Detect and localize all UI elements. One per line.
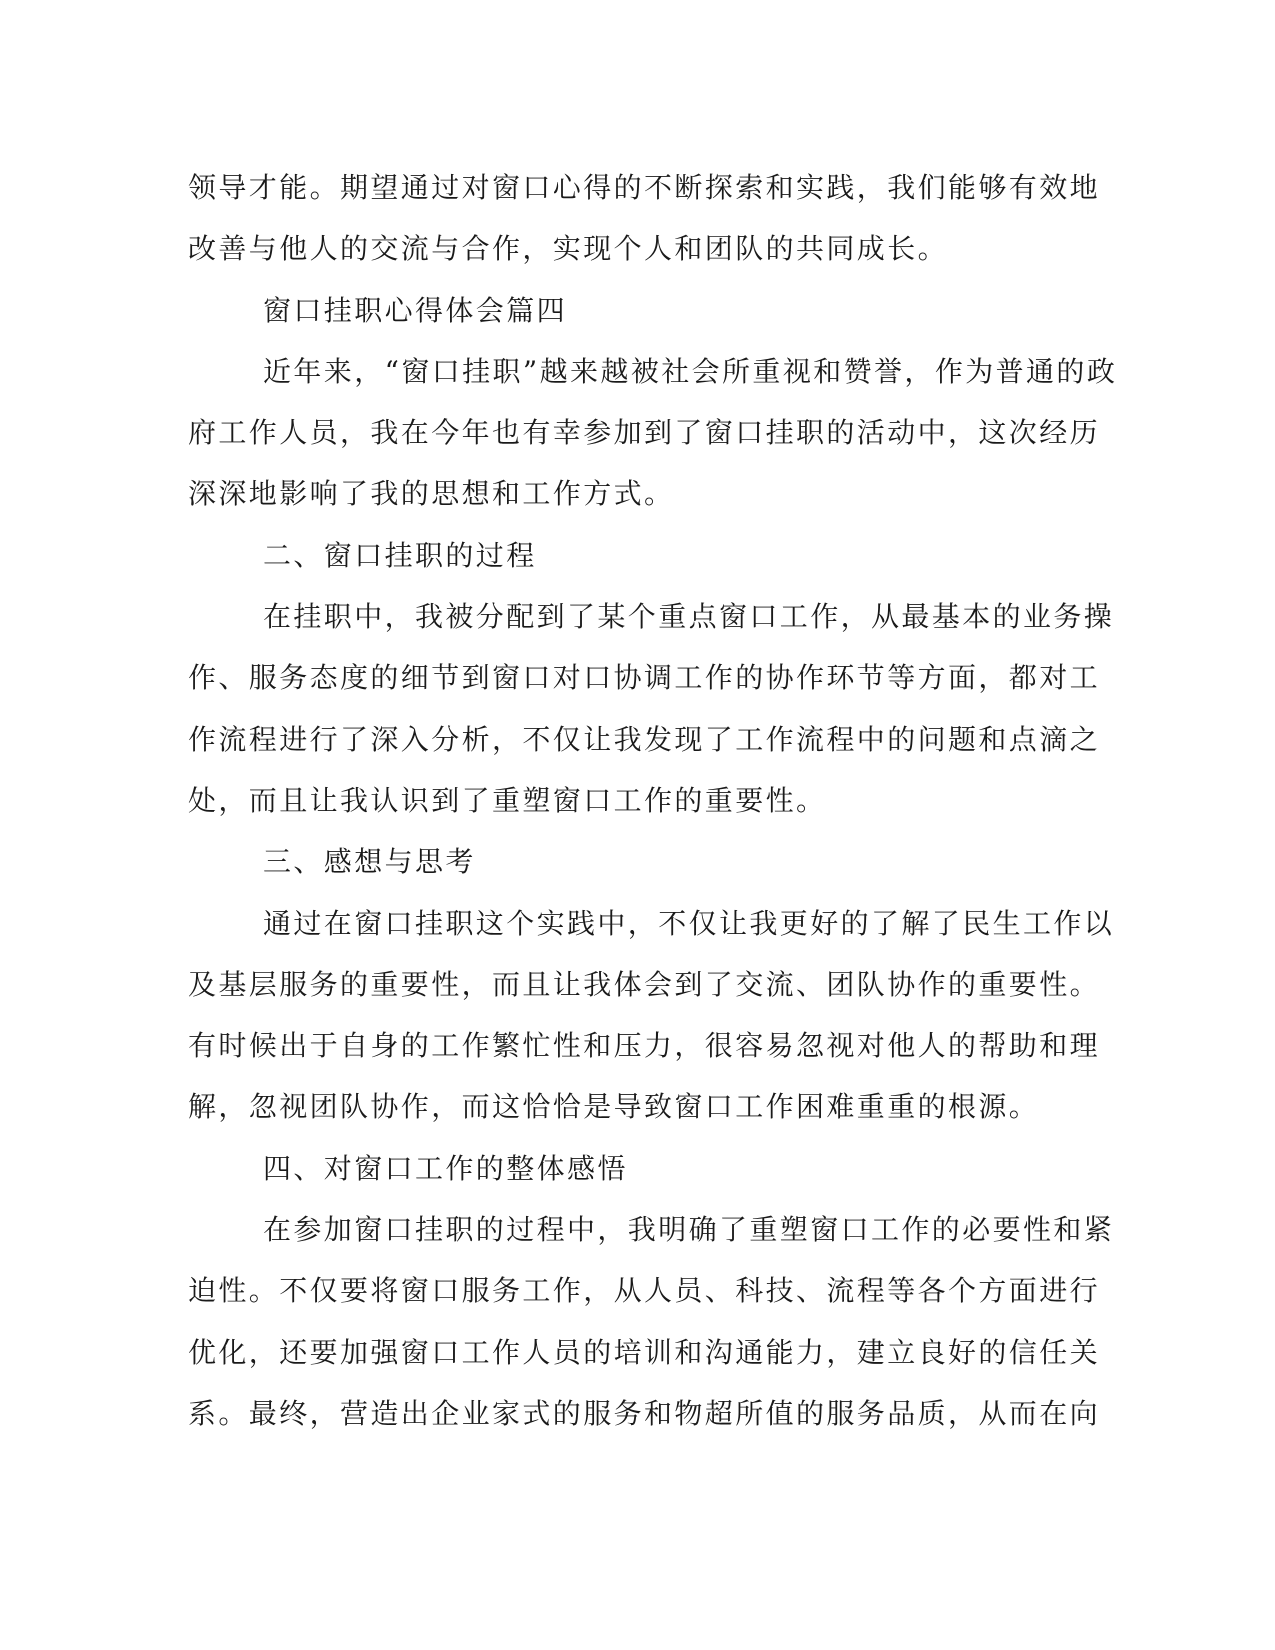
text-line: 在参加窗口挂职的过程中，我明确了重塑窗口工作的必要性和紧 bbox=[263, 1213, 1115, 1247]
text-line: 近年来，“窗口挂职”越来越被社会所重视和赞誉，作为普通的政 bbox=[263, 354, 1118, 388]
text-line: 有时候出于自身的工作繁忙性和压力，很容易忽视对他人的帮助和理 bbox=[188, 1029, 1101, 1063]
section-heading: 二、窗口挂职的过程 bbox=[263, 538, 537, 572]
text-line: 作流程进行了深入分析，不仅让我发现了工作流程中的问题和点滴之 bbox=[188, 722, 1101, 756]
text-line: 迫性。不仅要将窗口服务工作，从人员、科技、流程等各个方面进行 bbox=[188, 1274, 1101, 1308]
text-line: 解，忽视团队协作，而这恰恰是导致窗口工作困难重重的根源。 bbox=[188, 1090, 1040, 1124]
text-line: 优化，还要加强窗口工作人员的培训和沟通能力，建立良好的信任关 bbox=[188, 1335, 1101, 1369]
text-line: 系。最终，营造出企业家式的服务和物超所值的服务品质，从而在向 bbox=[188, 1396, 1101, 1430]
section-title: 窗口挂职心得体会篇四 bbox=[263, 293, 568, 327]
text-line: 领导才能。期望通过对窗口心得的不断探索和实践，我们能够有效地 bbox=[188, 171, 1101, 204]
text-line: 在挂职中，我被分配到了某个重点窗口工作，从最基本的业务操 bbox=[263, 600, 1115, 634]
document-body bbox=[188, 157, 1118, 1444]
text-line: 处，而且让我认识到了重塑窗口工作的重要性。 bbox=[188, 783, 827, 817]
text-line: 通过在窗口挂职这个实践中，不仅让我更好的了解了民生工作以 bbox=[263, 906, 1115, 940]
text-line: 及基层服务的重要性，而且让我体会到了交流、团队协作的重要性。 bbox=[188, 967, 1101, 1001]
section-heading: 三、感想与思考 bbox=[263, 845, 476, 879]
text-line: 作、服务态度的细节到窗口对口协调工作的协作环节等方面，都对工 bbox=[188, 661, 1101, 695]
text-line: 府工作人员，我在今年也有幸参加到了窗口挂职的活动中，这次经历 bbox=[188, 416, 1101, 450]
text-line: 深深地影响了我的思想和工作方式。 bbox=[188, 477, 675, 511]
text-line: 改善与他人的交流与合作，实现个人和团队的共同成长。 bbox=[188, 232, 949, 266]
section-heading: 四、对窗口工作的整体感悟 bbox=[263, 1151, 628, 1185]
